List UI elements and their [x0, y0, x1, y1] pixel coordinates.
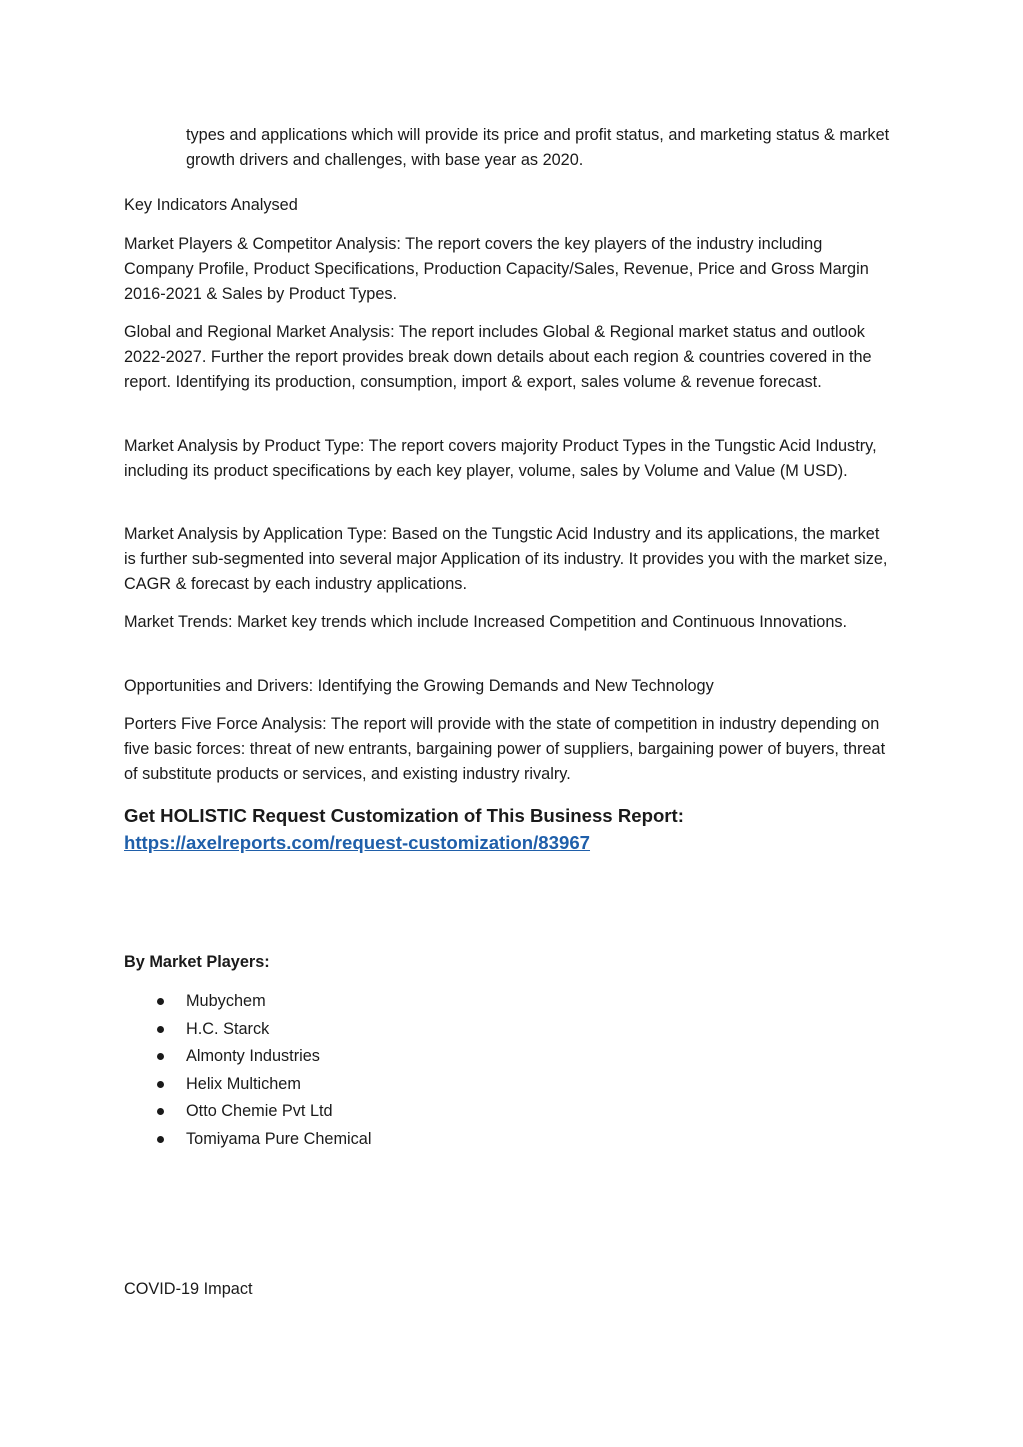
player-name: Tomiyama Pure Chemical [186, 1129, 372, 1148]
paragraph-opportunities: Opportunities and Drivers: Identifying the Growing Demands and New Technology [124, 677, 714, 695]
paragraph-product-type: Market Analysis by Product Type: The report covers majority Product Types in the Tungstic Acid Industry, including its product specifications by each key player, volume, sales by Volume and Value (M USD). [124, 437, 877, 480]
paragraph-porters: Porters Five Force Analysis: The report will provide with the state of competition in industry depending on five basic forces: threat of new entrants, bargaining power of suppliers, bargaining power of buyers, threat of substitute products or services, and existing industry rivalry. [124, 715, 886, 783]
customization-link[interactable]: https://axelreports.com/request-customization/83967 [124, 832, 591, 853]
player-name: Otto Chemie Pvt Ltd [186, 1102, 333, 1120]
list-item [124, 988, 624, 1016]
intro-continuation: types and applications which will provide its price and profit status, and marketing status & market growth drivers and challenges, with base year as 2020. [186, 126, 890, 169]
paragraph-market-trends: Market Trends: Market key trends which include Increased Competition and Continuous Innovations. [124, 613, 848, 631]
player-name: Mubychem [186, 992, 266, 1010]
player-name: H.C. Starck [186, 1019, 270, 1038]
list-item [124, 1016, 624, 1044]
list-item [124, 1043, 624, 1071]
bullet-icon [157, 1026, 164, 1033]
player-name: Almonty Industries [186, 1047, 320, 1065]
list-item [124, 1071, 624, 1099]
bullet-icon [157, 1053, 164, 1060]
cta-text: Get HOLISTIC Request Customization of This Business Report: [124, 805, 684, 826]
list-item [124, 1098, 624, 1126]
bullet-icon [157, 1108, 164, 1115]
paragraph-application-type: Market Analysis by Application Type: Based on the Tungstic Acid Industry and its applications, the market is further sub-segmented into several major Application of its industry. It provides you with the market size, CAGR & forecast by each industry applications. [124, 525, 888, 593]
bullet-icon [157, 1136, 164, 1143]
list-item [124, 1126, 624, 1154]
bullet-icon [157, 998, 164, 1005]
players-list [124, 988, 624, 1153]
players-heading: By Market Players: [124, 953, 270, 971]
bullet-icon [157, 1081, 164, 1088]
key-indicators-heading: Key Indicators Analysed [124, 196, 298, 214]
paragraph-global-regional: Global and Regional Market Analysis: The report includes Global & Regional market status and outlook 2022-2027. Further the report provides break down details about each region & countries covered in the report. Identifying its production, consumption, import & export, sales volume & revenue forecast. [124, 323, 872, 391]
paragraph-market-players: Market Players & Competitor Analysis: The report covers the key players of the industry including Company Profile, Product Specifications, Production Capacity/Sales, Revenue, Price and Gross Margin 2016-2021 & Sales by Product Types. [124, 235, 869, 303]
covid-heading: COVID-19 Impact [124, 1280, 253, 1298]
player-name: Helix Multichem [186, 1074, 301, 1093]
customization-cta [124, 802, 904, 856]
